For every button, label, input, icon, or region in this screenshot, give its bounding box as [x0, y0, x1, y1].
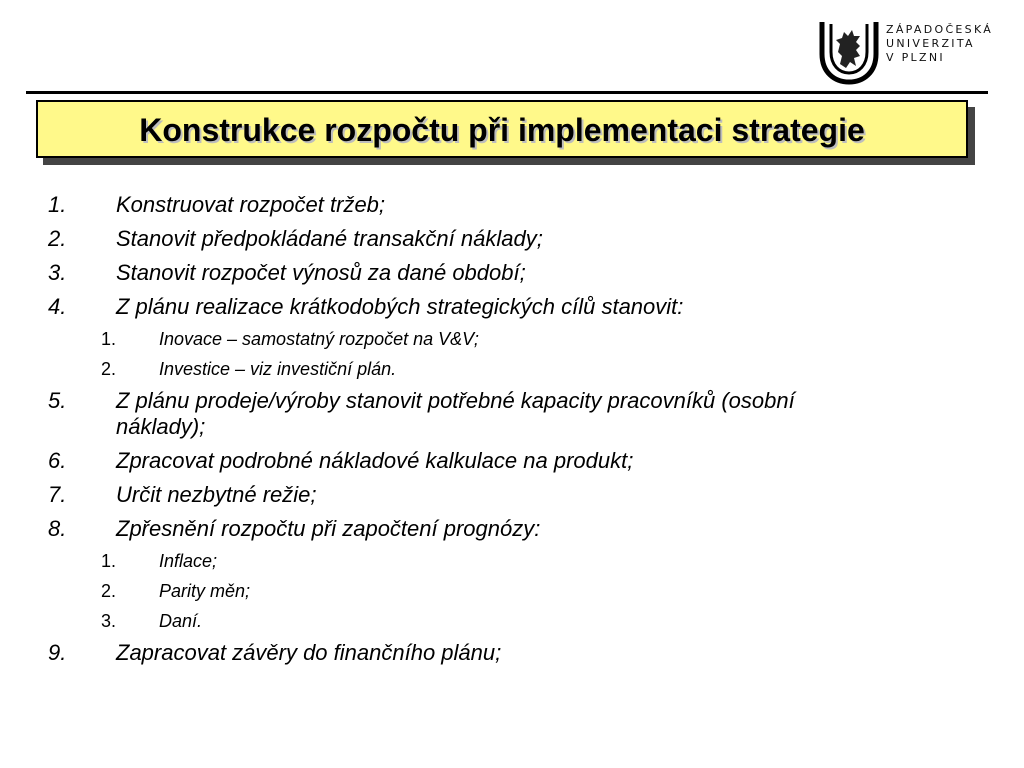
list-item	[0, 192, 1024, 218]
logo-line-3: V PLZNI	[886, 51, 945, 64]
sub-list-item-number: 3.	[101, 611, 117, 631]
list-item-number: 4.	[48, 294, 67, 319]
logo-line-1: ZÁPADOČESKÁ	[886, 23, 994, 36]
sub-list-item	[0, 610, 1024, 632]
list-item-text: Určit nezbytné režie;	[116, 482, 317, 507]
logo-text	[886, 23, 993, 65]
sub-list-item	[0, 550, 1024, 572]
list-item	[0, 640, 1024, 666]
list-item-text: Zapracovat závěry do finančního plánu;	[116, 640, 502, 665]
list-item-number: 5.	[48, 388, 67, 413]
list-item	[0, 294, 1024, 320]
sub-list-item-number: 1.	[101, 329, 117, 349]
sub-list-item-text: Inflace;	[159, 551, 218, 571]
sub-list-item	[0, 328, 1024, 350]
list-item	[0, 482, 1024, 508]
list-item-number: 8.	[48, 516, 67, 541]
header-divider	[26, 91, 988, 94]
list-item-text: Stanovit rozpočet výnosů za dané období;	[116, 260, 526, 285]
list-item-text: Z plánu prodeje/výroby stanovit potřebné kapacity pracovníků (osobní náklady);	[116, 388, 795, 439]
list-item-number: 1.	[48, 192, 67, 217]
list-item-text: Zpřesnění rozpočtu při započtení prognózy:	[116, 516, 541, 541]
sub-list-item	[0, 580, 1024, 602]
list-item-number: 9.	[48, 640, 67, 665]
logo-line-2: UNIVERZITA	[886, 37, 975, 50]
list-item-text: Zpracovat podrobné nákladové kalkulace na produkt;	[116, 448, 634, 473]
list-item	[0, 516, 1024, 542]
sub-list-item-number: 2.	[101, 581, 117, 601]
list-item	[0, 388, 1024, 440]
list-item-text: Konstruovat rozpočet tržeb;	[116, 192, 386, 217]
list-item-text: Stanovit předpokládané transakční náklady;	[116, 226, 543, 251]
sub-list-item-text: Daní.	[159, 611, 203, 631]
list-item	[0, 226, 1024, 252]
list-item	[0, 260, 1024, 286]
sub-list-item-text: Investice – viz investiční plán.	[159, 359, 397, 379]
university-logo	[816, 18, 1006, 88]
lion-shield-icon	[816, 18, 882, 86]
list-item-number: 7.	[48, 482, 67, 507]
list-item	[0, 448, 1024, 474]
sub-list-item-text: Parity měn;	[159, 581, 251, 601]
slide-title: Konstrukce rozpočtu při implementaci strategie	[139, 112, 865, 148]
list-item-number: 6.	[48, 448, 67, 473]
numbered-list	[0, 192, 1024, 674]
sub-list-item	[0, 358, 1024, 380]
sub-list-item-number: 2.	[101, 359, 117, 379]
sub-list-item-number: 1.	[101, 551, 117, 571]
title-box	[36, 100, 968, 158]
list-item-number: 2.	[48, 226, 67, 251]
sub-list-item-text: Inovace – samostatný rozpočet na V&V;	[159, 329, 479, 349]
list-item-text: Z plánu realizace krátkodobých strategických cílů stanovit:	[116, 294, 684, 319]
list-item-number: 3.	[48, 260, 67, 285]
